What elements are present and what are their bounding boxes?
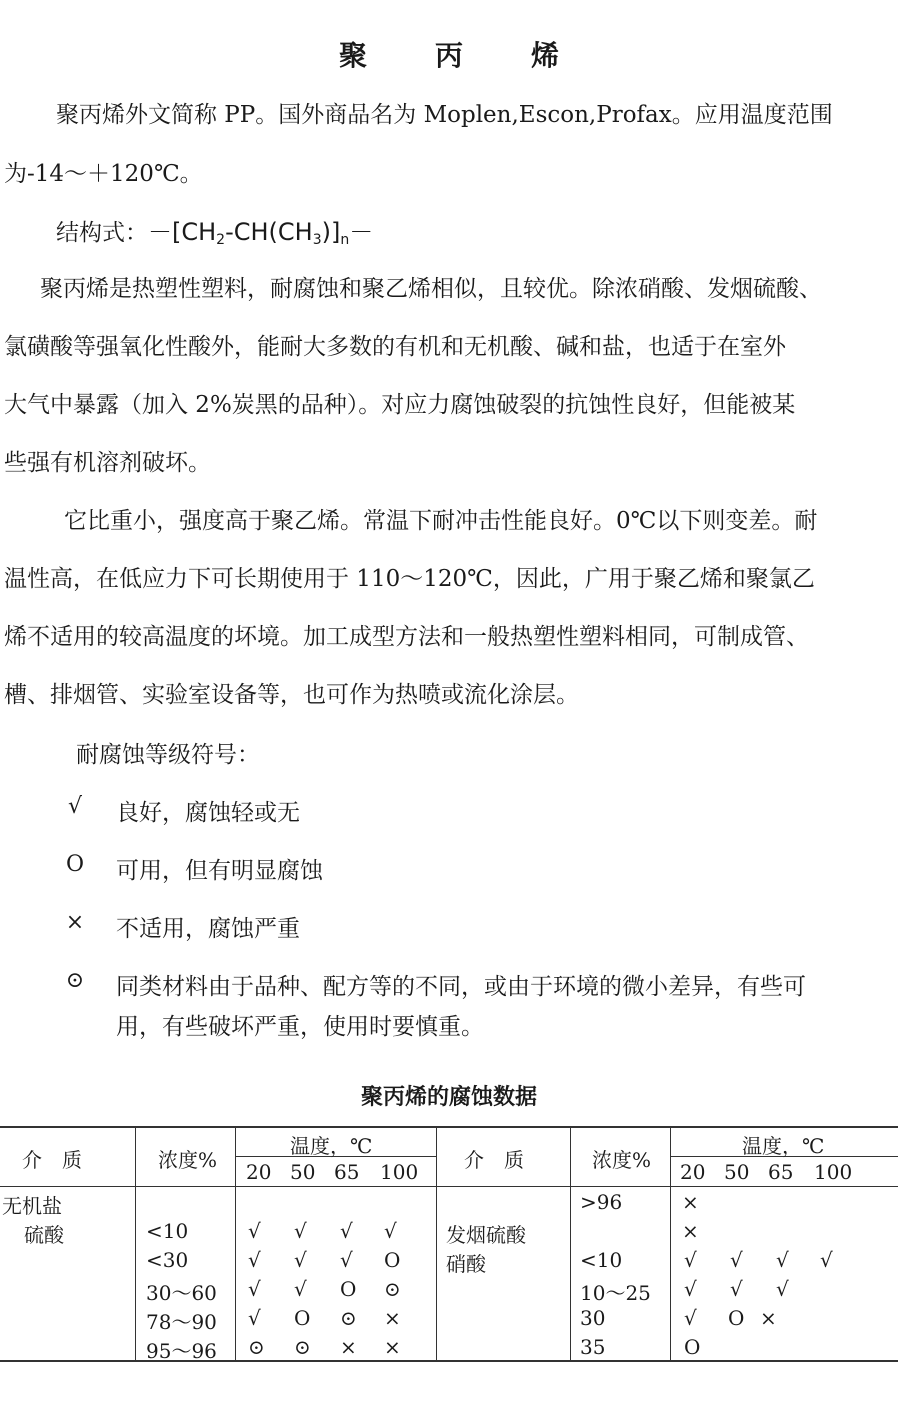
header-temp: 65 xyxy=(768,1160,794,1184)
para1-line: 聚丙烯是热塑性塑料，耐腐蚀和聚乙烯相似，且较优。除浓硝酸、发烟硫酸、 xyxy=(40,276,822,302)
rating-cell: ⊙ xyxy=(340,1306,357,1330)
para2-line: 槽、排烟管、实验室设备等，也可作为热喷或流化涂层。 xyxy=(4,682,579,708)
title-char: 聚 xyxy=(338,39,367,72)
circle-icon: O xyxy=(65,852,85,877)
legend-text: 同类材料由于品种、配方等的不同，或由于环境的微小差异，有些可 xyxy=(116,974,806,1000)
para2-line: 温性高，在低应力下可长期使用于 110～120℃，因此，广用于聚乙烯和聚氯乙 xyxy=(4,566,815,592)
legend-text: 良好，腐蚀轻或无 xyxy=(116,800,300,826)
rating-cell: × xyxy=(682,1190,699,1214)
rating-cell: ⊙ xyxy=(384,1277,401,1301)
rating-cell: × xyxy=(760,1306,777,1330)
conc-cell: 10～25 xyxy=(580,1281,651,1305)
para1-line: 大气中暴露（加入 2%炭黑的品种）。对应力腐蚀破裂的抗蚀性良好，但能被某 xyxy=(4,392,796,418)
header-temp: 100 xyxy=(380,1160,419,1184)
rating-cell: O xyxy=(340,1277,357,1301)
rating-cell: √ xyxy=(248,1306,261,1330)
intro-line-1: 聚丙烯外文简称 PP。国外商品名为 Moplen,Escon,Profax。应用温度范围 xyxy=(56,102,833,128)
rating-cell: O xyxy=(384,1248,401,1272)
legend-text-continued: 用，有些破坏严重，使用时要慎重。 xyxy=(116,1014,484,1040)
legend-heading: 耐腐蚀等级符号： xyxy=(76,742,260,768)
formula-label: 结构式： xyxy=(56,220,148,246)
formula-line xyxy=(56,212,373,248)
rating-cell: √ xyxy=(294,1219,307,1243)
title-char: 丙 xyxy=(434,39,463,72)
title-char: 烯 xyxy=(531,39,560,72)
rating-cell: × xyxy=(340,1335,357,1359)
header-medium: 介 质 xyxy=(464,1148,524,1172)
medium-label: 无机盐 xyxy=(2,1194,62,1218)
rating-cell: √ xyxy=(248,1219,261,1243)
conc-cell: 78～90 xyxy=(146,1310,217,1334)
rating-cell: √ xyxy=(384,1219,397,1243)
rating-cell: ⊙ xyxy=(294,1335,311,1359)
table-col-line xyxy=(570,1126,571,1360)
structural-formula: $-[CH_2-CH(CH_3)]_n-$ xyxy=(148,218,374,248)
conc-cell: >96 xyxy=(580,1190,623,1214)
intro-line-2: 为-14～＋120℃。 xyxy=(4,161,203,187)
rating-cell: O xyxy=(728,1306,745,1330)
para2-line: 烯不适用的较高温度的坏境。加工成型方法和一般热塑性塑料相同，可制成管、 xyxy=(4,624,809,650)
rating-cell: √ xyxy=(820,1248,833,1272)
table-title: 聚丙烯的腐蚀数据 xyxy=(360,1085,537,1110)
rating-cell: O xyxy=(294,1306,311,1330)
medium-label: 发烟硫酸 xyxy=(446,1223,526,1247)
header-concentration: 浓度% xyxy=(158,1148,218,1172)
header-temperature: 温度，℃ xyxy=(290,1134,373,1158)
header-temp: 100 xyxy=(814,1160,853,1184)
table-border-bottom xyxy=(0,1360,898,1362)
header-temp: 65 xyxy=(334,1160,360,1184)
header-temp: 20 xyxy=(246,1160,272,1184)
para1-line: 些强有机溶剂破坏。 xyxy=(4,450,211,476)
rating-cell: √ xyxy=(776,1248,789,1272)
rating-cell: √ xyxy=(248,1248,261,1272)
check-icon: √ xyxy=(67,794,83,819)
rating-cell: √ xyxy=(730,1248,743,1272)
rating-cell: √ xyxy=(294,1277,307,1301)
conc-cell: 30～60 xyxy=(146,1281,217,1305)
conc-cell: 30 xyxy=(580,1306,606,1330)
para1-line: 氯磺酸等强氧化性酸外，能耐大多数的有机和无机酸、碱和盐，也适于在室外 xyxy=(4,334,786,360)
rating-cell: √ xyxy=(684,1277,697,1301)
conc-cell: 95～96 xyxy=(146,1339,217,1363)
rating-cell: √ xyxy=(730,1277,743,1301)
rating-cell: √ xyxy=(340,1248,353,1272)
header-concentration: 浓度% xyxy=(592,1148,652,1172)
conc-cell: <10 xyxy=(146,1219,189,1243)
header-medium: 介 质 xyxy=(22,1148,82,1172)
table-col-line xyxy=(436,1126,437,1360)
legend-text: 不适用，腐蚀严重 xyxy=(116,916,300,942)
rating-cell: √ xyxy=(340,1219,353,1243)
dotted-circle-icon: ⊙ xyxy=(65,968,85,993)
conc-cell: 35 xyxy=(580,1335,606,1359)
cross-icon: × xyxy=(65,910,85,935)
header-temp: 20 xyxy=(680,1160,706,1184)
rating-cell: √ xyxy=(684,1306,697,1330)
rating-cell: O xyxy=(684,1335,701,1359)
medium-label: 硫酸 xyxy=(24,1223,64,1247)
rating-cell: √ xyxy=(294,1248,307,1272)
rating-cell: × xyxy=(384,1335,401,1359)
table-col-line xyxy=(135,1126,136,1360)
conc-cell: <30 xyxy=(146,1248,189,1272)
header-temperature: 温度，℃ xyxy=(742,1134,825,1158)
header-temp: 50 xyxy=(290,1160,316,1184)
conc-cell: <10 xyxy=(580,1248,623,1272)
rating-cell: √ xyxy=(248,1277,261,1301)
table-col-line xyxy=(235,1126,236,1360)
page-title xyxy=(0,34,898,74)
table-col-line xyxy=(670,1126,671,1360)
legend-text: 可用，但有明显腐蚀 xyxy=(116,858,323,884)
rating-cell: ⊙ xyxy=(248,1335,265,1359)
header-temp: 50 xyxy=(724,1160,750,1184)
medium-label: 硝酸 xyxy=(446,1252,486,1276)
para2-line: 它比重小，强度高于聚乙烯。常温下耐冲击性能良好。0℃以下则变差。耐 xyxy=(64,508,818,534)
rating-cell: × xyxy=(384,1306,401,1330)
rating-cell: √ xyxy=(684,1248,697,1272)
rating-cell: × xyxy=(682,1219,699,1243)
rating-cell: √ xyxy=(776,1277,789,1301)
